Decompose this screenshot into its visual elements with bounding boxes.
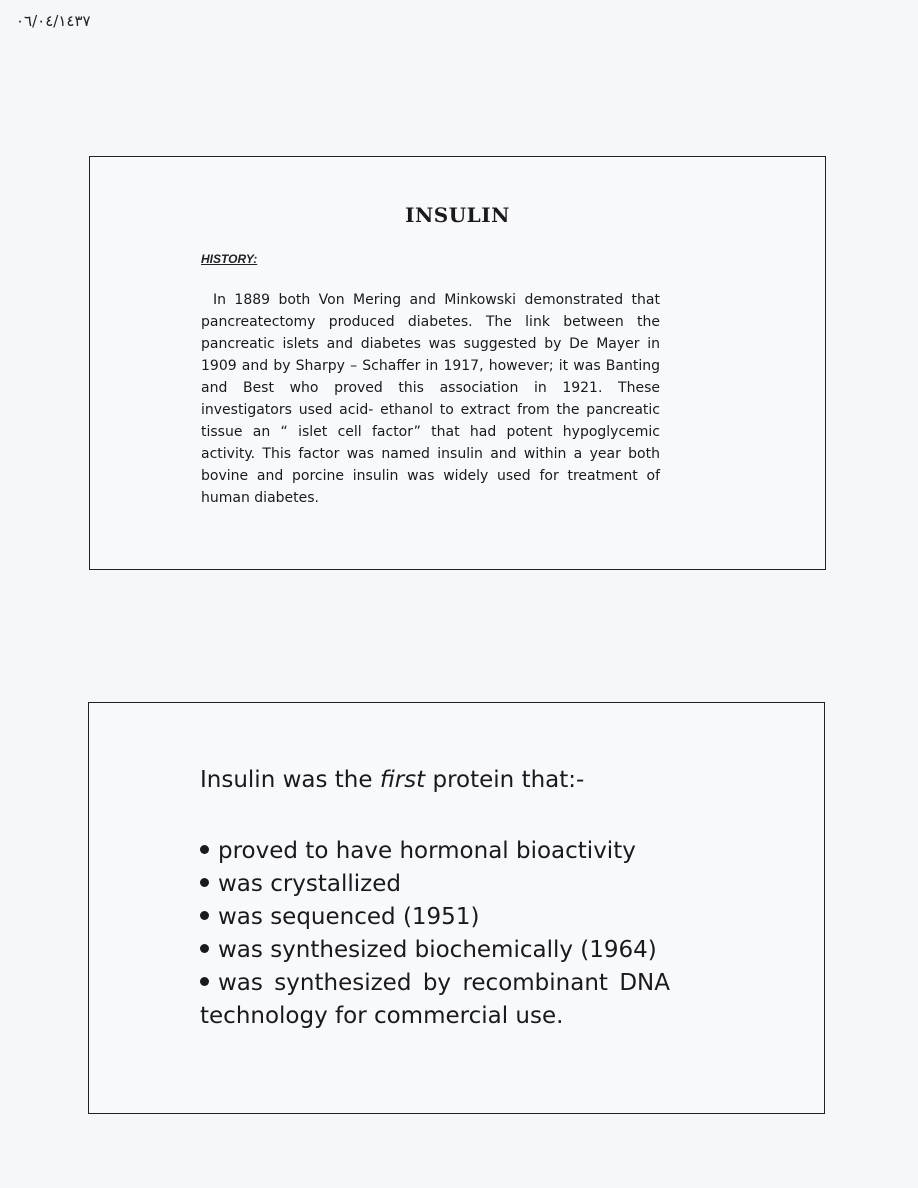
list-item [200,901,670,934]
bullet-icon [200,878,209,887]
intro-text-before: Insulin was the [200,767,373,793]
list-item-text: was synthesized biochemically (1964) [218,937,657,963]
bullet-icon [200,845,209,854]
list-item-text: was synthesized by recombinant DNA technology for commercial use. [200,970,670,1029]
list-item [200,967,670,1033]
page-date: ٠٦/٠٤/١٤٣٧ [16,12,91,30]
list-item [200,835,670,868]
bullet-icon [200,944,209,953]
list-item-text: was crystallized [218,871,402,897]
slide-title: INSULIN [405,203,510,227]
intro-line [200,767,584,793]
bullet-icon [200,977,209,986]
list-item [200,934,670,967]
history-paragraph: In 1889 both Von Mering and Minkowski demonstrated that pancreatectomy produced diabetes. The link between the pancreatic islets and diabetes was suggested by De Mayer in 1909 and by Sharpy – Schaffer in 1917, however; it was Banting and Best who proved this association in 1921. These investigators used acid- ethanol to extract from the pancreatic tissue an “ islet cell factor” that had potent hypoglycemic activity. This factor was named insulin and within a year both bovine and porcine insulin was widely used for treatment of human diabetes. [201,292,660,506]
intro-text-after: protein that:- [432,767,585,793]
list-item-text: proved to have hormonal bioactivity [218,838,636,864]
history-heading: HISTORY: [201,252,258,266]
firsts-list [200,835,670,1033]
history-slide [89,156,826,570]
bullet-icon [200,911,209,920]
list-item [200,868,670,901]
firsts-slide [88,702,825,1114]
intro-emphasis: first [379,767,426,793]
list-item-text: was sequenced (1951) [218,904,480,930]
